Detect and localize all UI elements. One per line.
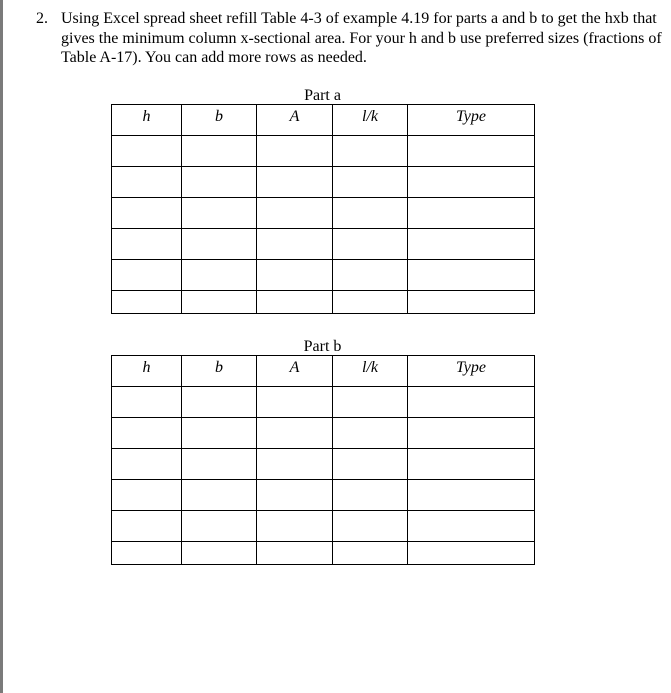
table-row [112, 291, 535, 314]
table-cell[interactable] [257, 136, 333, 167]
column-header-slenderness: l/k [333, 105, 408, 136]
table-cell[interactable] [257, 449, 333, 480]
column-header-b: b [182, 105, 257, 136]
table-cell[interactable] [112, 167, 182, 198]
table-cell[interactable] [408, 511, 535, 542]
table-cell[interactable] [257, 542, 333, 565]
table-cell[interactable] [333, 511, 408, 542]
table-cell[interactable] [333, 136, 408, 167]
column-header-type: Type [408, 356, 535, 387]
column-header-h: h [112, 356, 182, 387]
table-cell[interactable] [408, 291, 535, 314]
table-cell[interactable] [408, 198, 535, 229]
table-cell[interactable] [333, 387, 408, 418]
table-cell[interactable] [333, 291, 408, 314]
table-cell[interactable] [408, 229, 535, 260]
table-cell[interactable] [112, 198, 182, 229]
table-cell[interactable] [182, 418, 257, 449]
table-cell[interactable] [182, 387, 257, 418]
table-cell[interactable] [257, 260, 333, 291]
table-cell[interactable] [112, 542, 182, 565]
table-row [112, 387, 535, 418]
table-row [112, 260, 535, 291]
table-cell[interactable] [408, 418, 535, 449]
table-cell[interactable] [182, 198, 257, 229]
column-header-h: h [112, 105, 182, 136]
table-cell[interactable] [408, 449, 535, 480]
table-cell[interactable] [112, 387, 182, 418]
table-row [112, 229, 535, 260]
page-left-border [0, 0, 3, 693]
column-header-area: A [257, 356, 333, 387]
table-cell[interactable] [112, 449, 182, 480]
table-cell[interactable] [257, 480, 333, 511]
table-cell[interactable] [408, 167, 535, 198]
column-header-slenderness: l/k [333, 356, 408, 387]
table-cell[interactable] [333, 542, 408, 565]
table-row [112, 511, 535, 542]
table-caption-part-b: Part b [303, 338, 342, 355]
table-cell[interactable] [333, 480, 408, 511]
table-cell[interactable] [182, 511, 257, 542]
table-cell[interactable] [408, 542, 535, 565]
column-header-type: Type [408, 105, 535, 136]
table-header-row [112, 105, 535, 136]
table-cell[interactable] [257, 291, 333, 314]
table-cell[interactable] [257, 167, 333, 198]
table-row [112, 480, 535, 511]
table-cell[interactable] [182, 229, 257, 260]
table-cell[interactable] [333, 167, 408, 198]
problem-text: Using Excel spread sheet refill Table 4-3 of example 4.19 for parts a and b to get the hxb that gives the minimum column x-sectional area. For your h and b use preferred sizes (fractions of Table A-17). You can add more rows as needed. [61, 10, 662, 66]
table-row [112, 542, 535, 565]
column-header-area: A [257, 105, 333, 136]
table-cell[interactable] [182, 542, 257, 565]
table-cell[interactable] [112, 480, 182, 511]
table-cell[interactable] [333, 260, 408, 291]
column-header-b: b [182, 356, 257, 387]
table-cell[interactable] [112, 291, 182, 314]
problem-number: 2. [36, 10, 48, 27]
table-cell[interactable] [257, 198, 333, 229]
table-cell[interactable] [333, 449, 408, 480]
table-cell[interactable] [257, 387, 333, 418]
table-cell[interactable] [257, 229, 333, 260]
table-cell[interactable] [257, 511, 333, 542]
table-cell[interactable] [182, 136, 257, 167]
table-row [112, 449, 535, 480]
table-caption-part-a: Part a [304, 87, 341, 104]
table-cell[interactable] [257, 418, 333, 449]
table-cell[interactable] [333, 198, 408, 229]
table-row [112, 136, 535, 167]
table-cell[interactable] [182, 260, 257, 291]
table-cell[interactable] [182, 449, 257, 480]
table-header-row [112, 356, 535, 387]
table-part-a [111, 104, 535, 314]
table-row [112, 167, 535, 198]
table-cell[interactable] [333, 229, 408, 260]
table-part-b [111, 355, 535, 565]
table-cell[interactable] [112, 136, 182, 167]
table-cell[interactable] [182, 480, 257, 511]
table-cell[interactable] [112, 260, 182, 291]
table-cell[interactable] [112, 229, 182, 260]
table-cell[interactable] [408, 387, 535, 418]
table-cell[interactable] [333, 418, 408, 449]
table-row [112, 198, 535, 229]
table-cell[interactable] [112, 418, 182, 449]
table-row [112, 418, 535, 449]
table-cell[interactable] [112, 511, 182, 542]
table-cell[interactable] [408, 480, 535, 511]
table-cell[interactable] [408, 136, 535, 167]
table-cell[interactable] [408, 260, 535, 291]
table-cell[interactable] [182, 167, 257, 198]
table-cell[interactable] [182, 291, 257, 314]
